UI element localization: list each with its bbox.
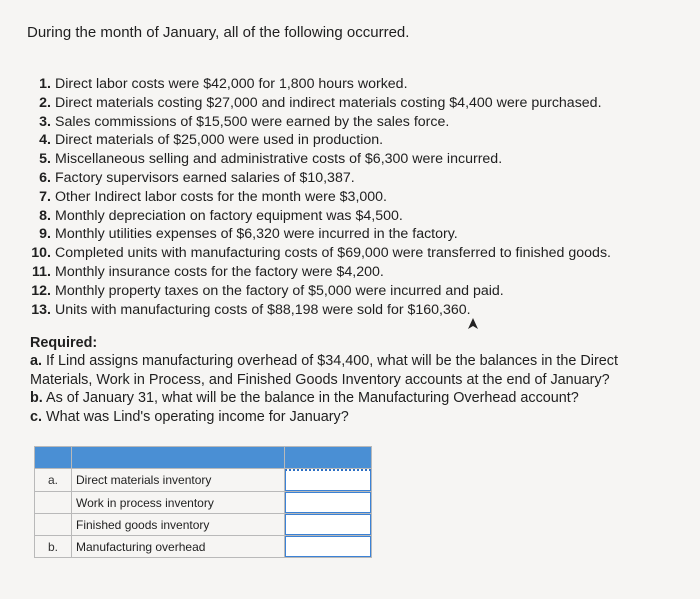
list-item: [26, 282, 611, 301]
list-item: [26, 150, 611, 169]
event-list: [26, 75, 611, 319]
account-label: Direct materials inventory: [72, 469, 285, 492]
item-number: 12.: [31, 282, 51, 299]
finished-goods-input[interactable]: [285, 514, 371, 535]
row-letter: [35, 492, 72, 514]
item-text: Completed units with manufacturing costs of $69,000 were transferred to finished goods.: [55, 245, 611, 262]
list-item: [26, 207, 611, 226]
list-item: [26, 225, 611, 244]
item-number: 7.: [39, 188, 51, 205]
direct-materials-input[interactable]: [285, 469, 371, 491]
row-letter: b.: [35, 536, 72, 558]
table-row: [35, 469, 372, 492]
required-a: [30, 352, 618, 370]
item-number: 10.: [31, 245, 51, 262]
mouse-cursor-icon: [466, 317, 480, 331]
item-text: Monthly depreciation on factory equipment was $4,500.: [55, 207, 403, 224]
item-text: Monthly property taxes on the factory of $5,000 were incurred and paid.: [55, 282, 504, 299]
required-section: [30, 334, 618, 426]
list-item: [26, 169, 611, 188]
item-text: Monthly utilities expenses of $6,320 were incurred in the factory.: [55, 226, 458, 243]
required-heading: Required:: [30, 335, 98, 351]
required-b: [30, 389, 618, 407]
manufacturing-overhead-input[interactable]: [285, 536, 371, 557]
list-item: [26, 244, 611, 263]
item-number: 6.: [39, 169, 51, 186]
item-number: 1.: [39, 76, 51, 92]
row-letter: [35, 514, 72, 536]
item-text: Other Indirect labor costs for the month were $3,000.: [55, 188, 387, 205]
account-label: Finished goods inventory: [72, 514, 285, 536]
item-text: Monthly insurance costs for the factory were $4,200.: [55, 263, 384, 280]
list-item: [26, 188, 611, 207]
item-number: 3.: [39, 113, 51, 130]
required-c: [30, 408, 618, 426]
table-row: [35, 492, 372, 514]
item-number: 5.: [39, 151, 51, 168]
required-b-label: b.: [30, 390, 43, 407]
list-item: [26, 301, 611, 320]
item-text: Sales commissions of $15,500 were earned by the sales force.: [55, 113, 450, 130]
required-a-text: If Lind assigns manufacturing overhead of $34,400, what will be the balances in the Direct: [46, 353, 618, 370]
item-text: Direct materials costing $27,000 and indirect materials costing $4,400 were purchased.: [55, 94, 602, 111]
item-text: Factory supervisors earned salaries of $10,387.: [55, 169, 355, 186]
item-number: 13.: [31, 301, 51, 318]
item-number: 4.: [39, 132, 51, 149]
table-row: [35, 514, 372, 536]
intro-text: During the month of January, all of the following occurred.: [27, 24, 410, 41]
item-number: 8.: [39, 207, 51, 224]
item-text: Direct materials of $25,000 were used in production.: [55, 132, 384, 149]
answer-table: [34, 446, 372, 558]
required-c-text: What was Lind's operating income for January?: [46, 408, 349, 425]
required-a-cont: Materials, Work in Process, and Finished Goods Inventory accounts at the end of January?: [30, 371, 610, 388]
list-item: [26, 75, 611, 94]
item-text: Direct labor costs were $42,000 for 1,800 hours worked.: [55, 76, 408, 92]
list-item: [26, 131, 611, 150]
account-label: Manufacturing overhead: [72, 536, 285, 558]
row-letter: a.: [35, 469, 72, 492]
required-c-label: c.: [30, 408, 43, 425]
work-in-process-input[interactable]: [285, 492, 371, 513]
item-number: 2.: [39, 94, 51, 111]
table-row: [35, 536, 372, 558]
required-a-label: a.: [30, 353, 43, 370]
item-number: 9.: [39, 226, 51, 243]
list-item: [26, 263, 611, 282]
item-text: Miscellaneous selling and administrative costs of $6,300 were incurred.: [55, 151, 503, 168]
item-number: 11.: [32, 263, 51, 280]
required-b-text: As of January 31, what will be the balance in the Manufacturing Overhead account?: [46, 390, 579, 407]
account-label: Work in process inventory: [72, 492, 285, 514]
list-item: [26, 113, 611, 132]
table-header-row: [35, 447, 372, 469]
list-item: [26, 94, 611, 113]
item-text: Units with manufacturing costs of $88,198 were sold for $160,360.: [55, 301, 471, 318]
